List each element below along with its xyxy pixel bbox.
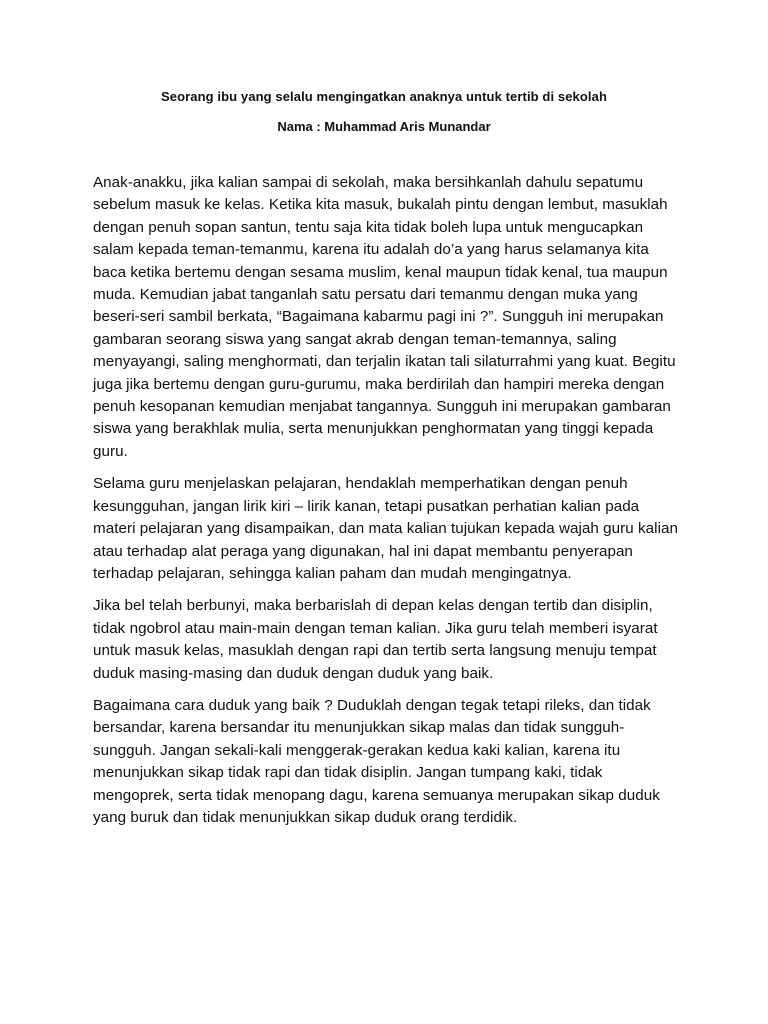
document-title: Seorang ibu yang selalu mengingatkan anaknya untuk tertib di sekolah: [160, 89, 607, 104]
paragraph-3: Jika bel telah berbunyi, maka berbarislah di depan kelas dengan tertib dan disiplin, tidak ngobrol atau main-main dengan teman kalian. Jika guru telah memberi isyarat untuk masuk kelas, masuklah dengan rapi dan tertib serta langsung menuju tempat duduk masing-masing dan duduk dengan duduk yang baik.: [93, 597, 658, 682]
author-name-line: Nama : Muhammad Aris Munandar: [277, 119, 491, 134]
paragraph-1: Anak-anakku, jika kalian sampai di sekolah, maka bersihkanlah dahulu sepatumu sebelum masuk ke kelas. Ketika kita masuk, bukalah pintu dengan lembut, masuklah dengan penuh sopan santun, tentu saja kita tidak boleh lupa untuk mengucapkan salam kepada teman-temanmu, karena itu adalah do’a yang harus selamanya kita baca ketika bertemu dengan sesama muslim, kenal maupun tidak kenal, tua maupun muda. Kemudian jabat tanganlah satu persatu dari temanmu dengan muka yang beseri-seri sambil berkata, “Bagaimana kabarmu pagi ini ?”. Sungguh ini merupakan gambaran seorang siswa yang sangat akrab dengan teman-temannya, saling menyayangi, saling menghormati, dan terjalin ikatan tali silaturrahmi yang kuat. Begitu juga jika bertemu dengan guru-gurumu, maka berdirilah dan hampiri mereka dengan penuh kesopanan kemudian menjabat tangannya. Sungguh ini merupakan gambaran siswa yang berakhlak mulia, serta menunjukkan penghormatan yang tinggi kepada guru.: [93, 174, 676, 460]
paragraph-2: Selama guru menjelaskan pelajaran, hendaklah memperhatikan dengan penuh kesungguhan, jangan lirik kiri – lirik kanan, tetapi pusatkan perhatian kalian pada materi pelajaran yang disampaikan, dan mata kalian tujukan kepada wajah guru kalian atau terhadap alat peraga yang digunakan, hal ini dapat membantu penyerapan terhadap pelajaran, sehingga kalian paham dan mudah mengingatnya.: [93, 475, 679, 582]
document-body: [93, 172, 679, 839]
paragraph-4: Bagaimana cara duduk yang baik ? Duduklah dengan tegak tetapi rileks, dan tidak bersandar, karena bersandar itu menunjukkan sikap malas dan tidak sungguh-sungguh. Jangan sekali-kali menggerak-gerakan kedua kaki kalian, karena itu menunjukkan sikap tidak rapi dan tidak disiplin. Jangan tumpang kaki, tidak mengoprek, serta tidak menopang dagu, karena semuanya merupakan sikap duduk yang buruk dan tidak menunjukkan sikap duduk orang terdidik.: [93, 696, 660, 826]
